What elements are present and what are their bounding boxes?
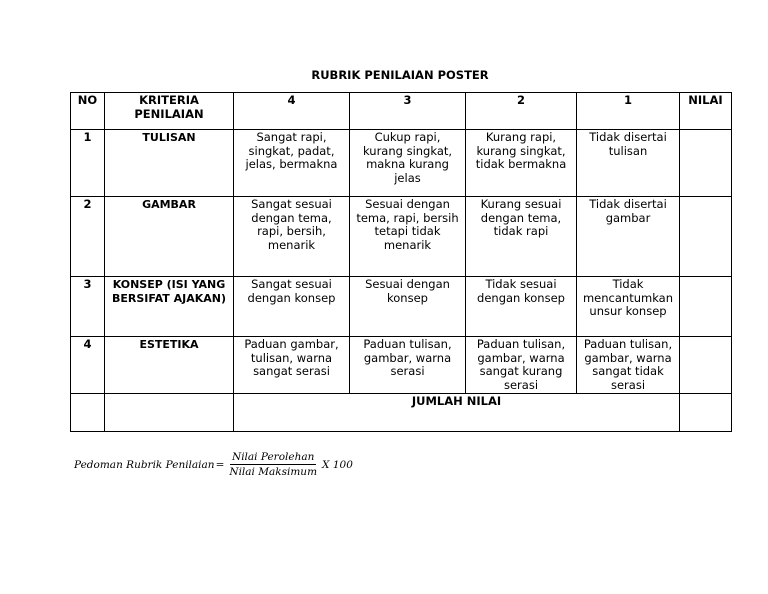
- rubric-table: [70, 92, 732, 432]
- total-nilai: [680, 394, 732, 432]
- row-score-2: Tidak sesuai dengan konsep: [466, 277, 577, 337]
- row-score-3: Sesuai dengan konsep: [350, 277, 466, 337]
- row-no: 3: [71, 277, 105, 337]
- row-score-1: Tidak disertai tulisan: [577, 130, 680, 197]
- row-nilai: [680, 337, 732, 394]
- formula-lhs: Pedoman Rubrik Penilaian: [74, 458, 215, 471]
- row-kriteria: GAMBAR: [105, 197, 234, 277]
- formula-numerator: Nilai Perolehan: [232, 451, 315, 463]
- table-row: [71, 130, 732, 197]
- row-no: 4: [71, 337, 105, 394]
- row-no: 1: [71, 130, 105, 197]
- row-score-4: Paduan gambar, tulisan, warna sangat serasi: [234, 337, 350, 394]
- header-score-3: 3: [350, 93, 466, 130]
- row-nilai: [680, 130, 732, 197]
- row-score-2: Kurang rapi, kurang singkat, tidak bermakna: [466, 130, 577, 197]
- row-score-2: Kurang sesuai dengan tema, tidak rapi: [466, 197, 577, 277]
- row-score-3: Sesuai dengan tema, rapi, bersih tetapi tidak menarik: [350, 197, 466, 277]
- row-score-3: Paduan tulisan, gambar, warna serasi: [350, 337, 466, 394]
- table-row: [71, 277, 732, 337]
- row-nilai: [680, 197, 732, 277]
- total-row: [71, 394, 732, 432]
- formula-multiplier: X 100: [322, 458, 353, 471]
- row-nilai: [680, 277, 732, 337]
- header-score-4: 4: [234, 93, 350, 130]
- row-score-4: Sangat sesuai dengan tema, rapi, bersih, menarik: [234, 197, 350, 277]
- document-title: RUBRIK PENILAIAN POSTER: [311, 68, 489, 82]
- row-no: 2: [71, 197, 105, 277]
- row-kriteria: ESTETIKA: [105, 337, 234, 394]
- table-row: [71, 197, 732, 277]
- header-no: NO: [71, 93, 105, 130]
- header-score-2: 2: [466, 93, 577, 130]
- row-kriteria: TULISAN: [105, 130, 234, 197]
- formula-fraction: [227, 451, 319, 478]
- row-score-1: Tidak disertai gambar: [577, 197, 680, 277]
- formula-equals: =: [215, 458, 225, 471]
- total-label: JUMLAH NILAI: [234, 394, 680, 432]
- scoring-formula: [74, 451, 353, 478]
- formula-denominator: Nilai Maksimum: [229, 466, 318, 478]
- total-empty-no: [71, 394, 105, 432]
- table-row: [71, 337, 732, 394]
- header-kriteria: KRITERIA PENILAIAN: [105, 93, 234, 130]
- total-empty-kriteria: [105, 394, 234, 432]
- row-score-2: Paduan tulisan, gambar, warna sangat kurang serasi: [466, 337, 577, 394]
- row-score-3: Cukup rapi, kurang singkat, makna kurang jelas: [350, 130, 466, 197]
- row-score-4: Sangat rapi, singkat, padat, jelas, bermakna: [234, 130, 350, 197]
- header-nilai: NILAI: [680, 93, 732, 130]
- row-kriteria: KONSEP (ISI YANG BERSIFAT AJAKAN): [105, 277, 234, 337]
- row-score-1: Paduan tulisan, gambar, warna sangat tidak serasi: [577, 337, 680, 394]
- row-score-4: Sangat sesuai dengan konsep: [234, 277, 350, 337]
- row-score-1: Tidak mencantumkan unsur konsep: [577, 277, 680, 337]
- header-score-1: 1: [577, 93, 680, 130]
- header-row: [71, 93, 732, 130]
